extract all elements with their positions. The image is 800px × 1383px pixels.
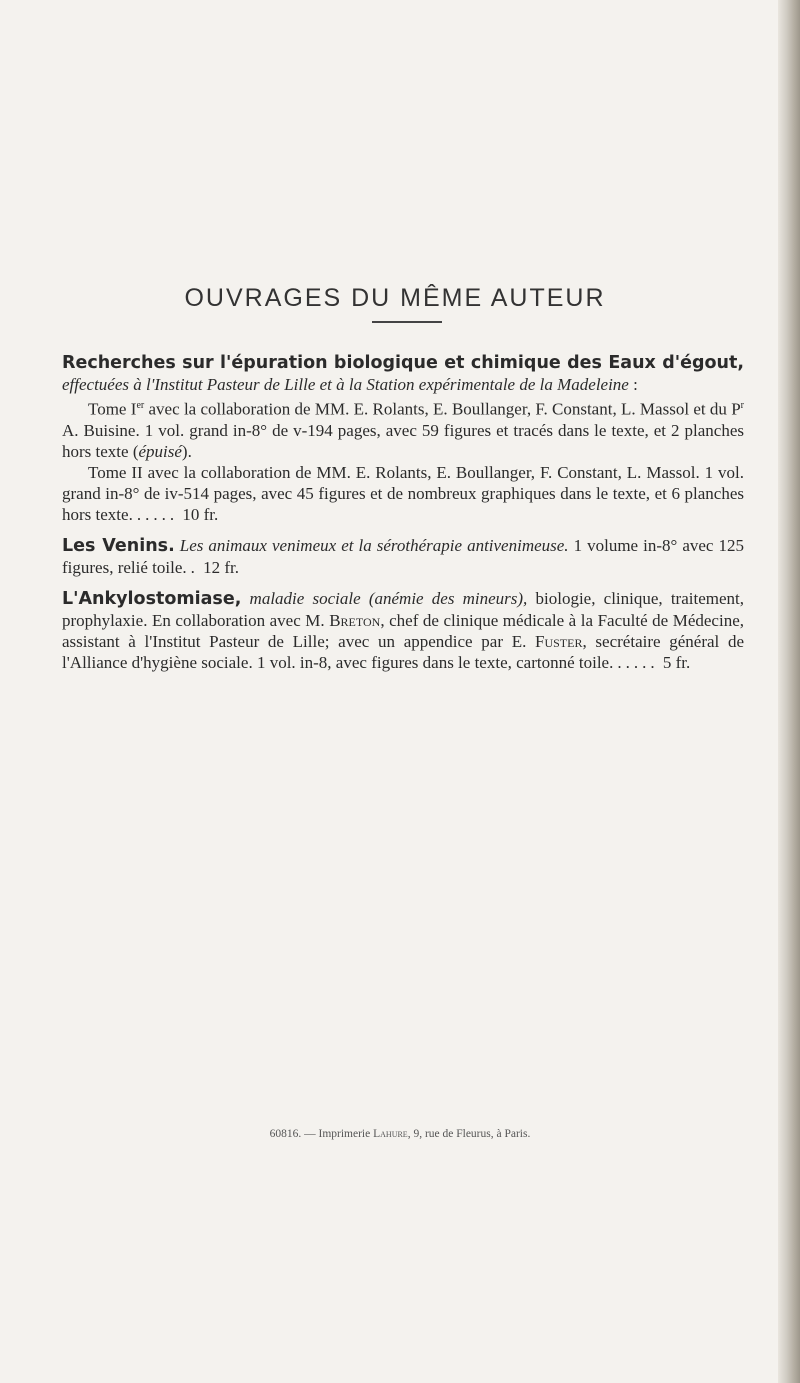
entry-ankylostomiase	[62, 588, 744, 673]
imprint-text: — Imprimerie	[301, 1128, 374, 1140]
ankylo-title-italic: maladie sociale (anémie des mineurs),	[249, 588, 528, 608]
tome-2-text: Tome II avec la collaboration de MM. E. Rolants, E. Boullanger, F. Constant, L. Massol. 1 vol. grand in-8° de iv-514 pages, avec 45 figures et de nombreux graphiques dans le texte, et 6 planches hors texte	[62, 462, 744, 524]
tome-2-dots: ......	[128, 504, 179, 524]
entry-tome-1	[62, 395, 744, 462]
ankylo-coauthor-1: Breton	[329, 610, 381, 630]
ankylo-coauthor-2: Fuster	[535, 631, 583, 651]
entry-venins-text	[62, 535, 744, 578]
tome-1-text: avec la collaboration de MM. E. Rolants, E. Boullanger, F. Constant, L. Massol et du P	[144, 399, 741, 419]
imprint-printer: Lahure	[373, 1128, 408, 1140]
tome-1-status: épuisé	[138, 441, 182, 461]
venins-title-italic: Les animaux venimeux et la sérothérapie antivenimeuse.	[179, 535, 569, 555]
entry-tome-2	[62, 462, 744, 525]
entry-title	[62, 352, 744, 395]
venins-price: 12 fr.	[198, 557, 240, 577]
tome-1-label: Tome I	[88, 399, 137, 419]
imprint-address: , 9, rue de Fleurus, à Paris.	[407, 1128, 531, 1140]
ankylo-description-3: , secrétaire général de l'Alliance d'hygiène sociale. 1 vol. in-8, avec figures dans le texte, cartonné toile	[62, 631, 744, 672]
venins-description: 1 volume in-8° avec 125 figures, relié toile	[62, 535, 744, 577]
page-edge-shadow	[778, 0, 800, 1383]
tome-2-price: 10 fr.	[178, 504, 219, 524]
ankylo-dots: ......	[609, 652, 659, 672]
imprint-number: 60816.	[269, 1128, 302, 1140]
entry-venins	[62, 535, 744, 578]
entry-recherches	[62, 352, 744, 525]
ankylo-description-2: , chef de clinique médicale à la Faculté de Médecine, assistant à l'Institut Pasteur de Lille; avec un appendice par E.	[62, 610, 745, 651]
tome-1-sup: er	[136, 400, 145, 411]
entry-title-bold: Recherches sur l'épuration biologique et chimique des Eaux d'égout,	[62, 353, 744, 373]
ankylo-title-bold: L'Ankylostomiase,	[62, 588, 242, 609]
ankylo-description: biologie, clinique, traitement, prophylaxie. En collaboration avec M.	[62, 588, 745, 630]
entry-ankylo-text	[62, 588, 744, 673]
printer-imprint	[0, 1128, 800, 1140]
entry-title-end: :	[628, 375, 638, 394]
tome-1-end: ).	[181, 441, 192, 461]
heading-rule	[372, 321, 442, 323]
ankylo-price: 5 fr.	[658, 652, 691, 672]
venins-dots: ..	[182, 557, 199, 577]
entry-title-italic: effectuées à l'Institut Pasteur de Lille et à la Station expérimentale de la Madeleine	[62, 375, 629, 394]
page-heading: OUVRAGES DU MÊME AUTEUR	[184, 284, 606, 312]
tome-1-text2: A. Buisine. 1 vol. grand in-8° de v-194 pages, avec 59 figures et tracés dans le texte, et 2 planches hors texte (	[62, 420, 744, 461]
tome-1-sup2: r	[740, 400, 744, 411]
venins-title-bold: Les Venins.	[62, 535, 175, 556]
bibliography-list	[62, 352, 744, 683]
